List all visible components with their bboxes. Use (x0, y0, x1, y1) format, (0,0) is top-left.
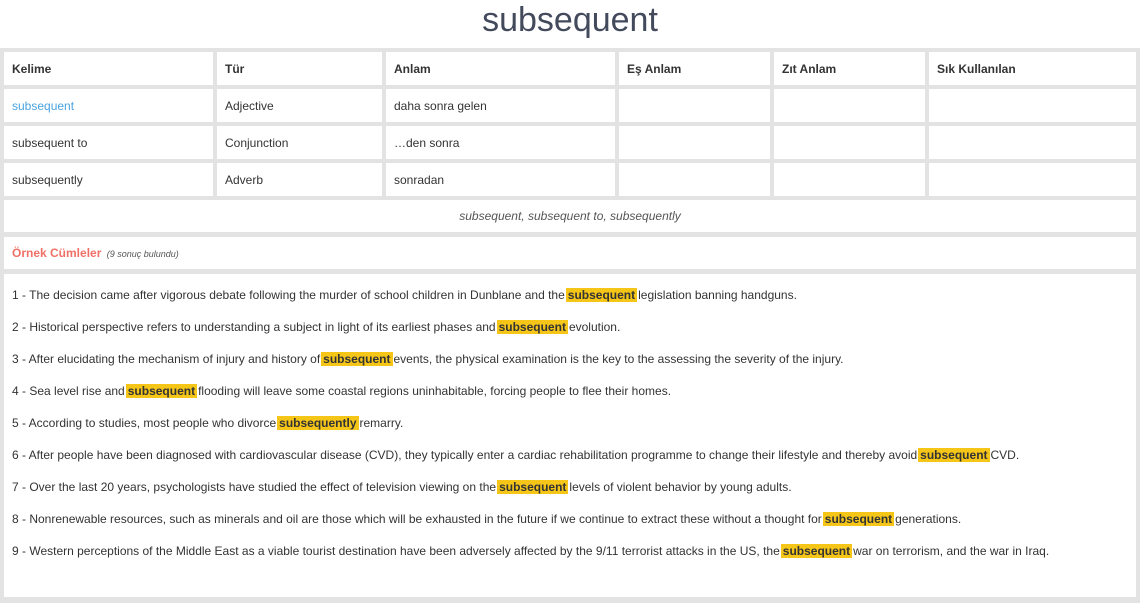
example-sentence (12, 380, 1128, 402)
content-frame (0, 48, 1140, 603)
example-sentence (12, 316, 1128, 338)
example-sentence (12, 348, 1128, 370)
examples-header (4, 237, 1136, 269)
table-row (4, 126, 1136, 159)
table-header-row (4, 52, 1136, 85)
word-subsequently: subsequently (4, 163, 213, 196)
word-forms-summary: subsequent, subsequent to, subsequently (4, 200, 1136, 232)
sentence-text: remarry. (359, 416, 404, 430)
sentence-text: generations. (895, 512, 962, 526)
sentence-text: legislation banning handguns. (638, 288, 797, 302)
header-sik-kullanilan: Sık Kullanılan (929, 52, 1136, 85)
example-sentences (4, 274, 1136, 597)
example-sentence (12, 540, 1128, 562)
table-row (4, 163, 1136, 196)
header-zit-anlam: Zıt Anlam (774, 52, 925, 85)
word-synonym (619, 126, 770, 159)
sentence-text: 8 - Nonrenewable resources, such as minerals and oil are those which will be exhausted in the future if we continue to extract these without a thought for (12, 512, 822, 526)
highlighted-word: subsequent (498, 320, 566, 334)
sentence-text: 7 - Over the last 20 years, psychologists have studied the effect of television viewing on the (12, 480, 497, 494)
sentence-text: flooding will leave some coastal regions uninhabitable, forcing people to flee their homes. (198, 384, 672, 398)
word-synonym (619, 89, 770, 122)
examples-count: (9 sonuç bulundu) (106, 249, 179, 259)
page-title: subsequent (482, 1, 658, 39)
word-type: Conjunction (217, 126, 382, 159)
example-sentence (12, 476, 1128, 498)
example-sentence (12, 412, 1128, 434)
sentence-text: 6 - After people have been diagnosed with cardiovascular disease (CVD), they typically enter a cardiac rehabilitation programme to change their lifestyle and thereby avoid (12, 448, 918, 462)
word-meaning: …den sonra (386, 126, 615, 159)
word-table (0, 48, 1140, 200)
word-common (929, 89, 1136, 122)
highlighted-word: subsequent (824, 512, 893, 526)
sentence-text: war on terrorism, and the war in Iraq. (853, 544, 1050, 558)
word-antonym (774, 126, 925, 159)
word-antonym (774, 163, 925, 196)
sentence-text: 9 - Western perceptions of the Middle East as a viable tourist destination have been adversely affected by the 9/11 terrorist attacks in the US, the (12, 544, 780, 558)
word-link-subsequent[interactable]: subsequent (4, 89, 213, 122)
word-meaning: sonradan (386, 163, 615, 196)
sentence-text: 4 - Sea level rise and (12, 384, 125, 398)
sentence-text: 2 - Historical perspective refers to understanding a subject in light of its earliest phases and (12, 320, 496, 334)
example-sentence (12, 284, 1128, 306)
example-sentence (12, 508, 1128, 530)
highlighted-word: subsequent (782, 544, 851, 558)
word-type: Adjective (217, 89, 382, 122)
header-kelime: Kelime (4, 52, 213, 85)
sentence-text: evolution. (568, 320, 621, 334)
word-subsequent-to: subsequent to (4, 126, 213, 159)
sentence-text: events, the physical examination is the key to the assessing the severity of the injury. (393, 352, 844, 366)
word-common (929, 163, 1136, 196)
example-sentence (12, 444, 1128, 466)
highlighted-word: subsequent (323, 352, 391, 366)
word-synonym (619, 163, 770, 196)
highlighted-word: subsequently (279, 416, 357, 430)
sentence-text: 5 - According to studies, most people who divorce (12, 416, 277, 430)
word-meaning: daha sonra gelen (386, 89, 615, 122)
word-common (929, 126, 1136, 159)
word-antonym (774, 89, 925, 122)
sentence-text: 1 - The decision came after vigorous debate following the murder of school children in Dunblane and the (12, 288, 565, 302)
table-row (4, 89, 1136, 122)
highlighted-word: subsequent (499, 480, 567, 494)
sentence-text: 3 - After elucidating the mechanism of injury and history of (12, 352, 321, 366)
word-type: Adverb (217, 163, 382, 196)
header-tur: Tür (217, 52, 382, 85)
sentence-text: levels of violent behavior by young adults. (569, 480, 792, 494)
header-es-anlam: Eş Anlam (619, 52, 770, 85)
highlighted-word: subsequent (567, 288, 636, 302)
header-anlam: Anlam (386, 52, 615, 85)
highlighted-word: subsequent (920, 448, 988, 462)
examples-title: Örnek Cümleler (12, 246, 102, 260)
sentence-text: CVD. (990, 448, 1020, 462)
highlighted-word: subsequent (127, 384, 196, 398)
